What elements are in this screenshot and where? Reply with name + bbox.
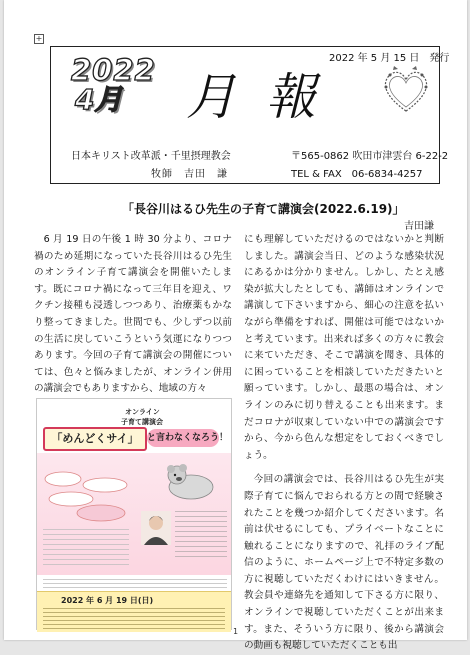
flyer-sub-banner: と言わなくなろう！	[147, 429, 219, 447]
article-paragraph: 今回の講演会では、長谷川はるひ先生が実際子育てに悩んでおられる方との間で経験されたことを幾つか紹介してくださいます。名前は伏せるにしても、プライベートなことに触れることになりますので、礼拝のライブ配信のように、ホームページ上で不特定多数の方に視聴していただくわけにはいきません。教会員や連絡先を通知して下さる方に限り、オンラインで視聴していただくことが出来ます。また、そういう方に限り、後から講演会の動画も視聴していただくことも出	[244, 474, 444, 652]
issue-year-month	[71, 55, 156, 115]
article-paragraph: 6 月 19 日の午後 1 時 30 分より、コロナ禍のため延期になっていた長谷川はるひ先生のオンライン子育て講演会を開催いたします。既にコロナ禍になって三年目を迎え、ワクチン接種も浸透しつつあり、治療薬もかなり整ってきました。世間でも、少しずつ以前の生活に戻していこうという気運になりつつあります。今回の子育て講演会の開催については、色々と悩みましたが、オンライン併用の講演会でもありますから、地域の方々	[34, 234, 232, 395]
church-address: 〒565-0862 吹田市津雲台 6-22-2	[291, 151, 449, 162]
article-left-column	[34, 232, 232, 395]
table-move-handle-icon[interactable]: +	[35, 34, 43, 43]
flyer-event-info	[37, 591, 231, 632]
document-page	[4, 0, 467, 652]
article-paragraph: にも理解していただけるのではないかと判断しました。講演会当日、どのような感染状況にあるかは分かりません。しかし、たとえ感染が拡大したとしても、講師はオンラインで講演して下さいますから、細心の注意を払いながら準備をすれば、開催は可能ではないかと考えています。出来れば多くの方々に教会に来ていただき、そこで講演を聞き、具体的に困っていることを相談していただきたいと願っています。しかし、最悪の場合は、オンラインのみに切り替えることも出来ます。まだコロナが収束していない中での講演会ですから、今から色んな想定をしておくべきでしょう。	[244, 234, 444, 461]
article-right-column	[244, 232, 444, 652]
speaker-profile-text	[175, 511, 227, 557]
stuffed-animal-icon	[161, 461, 221, 501]
speech-bubbles-icon	[43, 467, 133, 527]
flyer-online-label: オンライン	[125, 408, 160, 416]
flyer-text-block	[43, 529, 129, 569]
speaker-photo	[141, 511, 171, 545]
issue-year: 2022	[71, 53, 156, 87]
newsletter-title: 月報	[186, 68, 346, 126]
flyer-description-text	[43, 579, 227, 589]
issue-date: 2022 年 5 月 15 日 発行	[329, 53, 450, 64]
church-name: 日本キリスト改革派・千里摂理教会	[71, 151, 231, 162]
flyer-main-banner: 「めんどくサイ」	[43, 427, 147, 451]
flyer-lecture-label: 子育て講演会	[121, 418, 163, 426]
flyer-event-date: 2022 年 6 月 19 日(日)	[61, 596, 154, 605]
page-number: 1	[233, 627, 239, 636]
event-flyer-image	[36, 398, 232, 630]
heart-wreath-icon	[376, 59, 436, 119]
flyer-event-details	[43, 608, 225, 630]
article-author: 吉田謙	[404, 221, 434, 232]
pastor-name: 牧師 吉田 謙	[151, 169, 228, 180]
article-title: 「長谷川はるひ先生の子育て講演会(2022.6.19)」	[122, 202, 405, 216]
church-tel: TEL & FAX 06-6834-4257	[291, 169, 423, 180]
masthead	[50, 46, 450, 184]
issue-month: 4月	[75, 83, 123, 116]
